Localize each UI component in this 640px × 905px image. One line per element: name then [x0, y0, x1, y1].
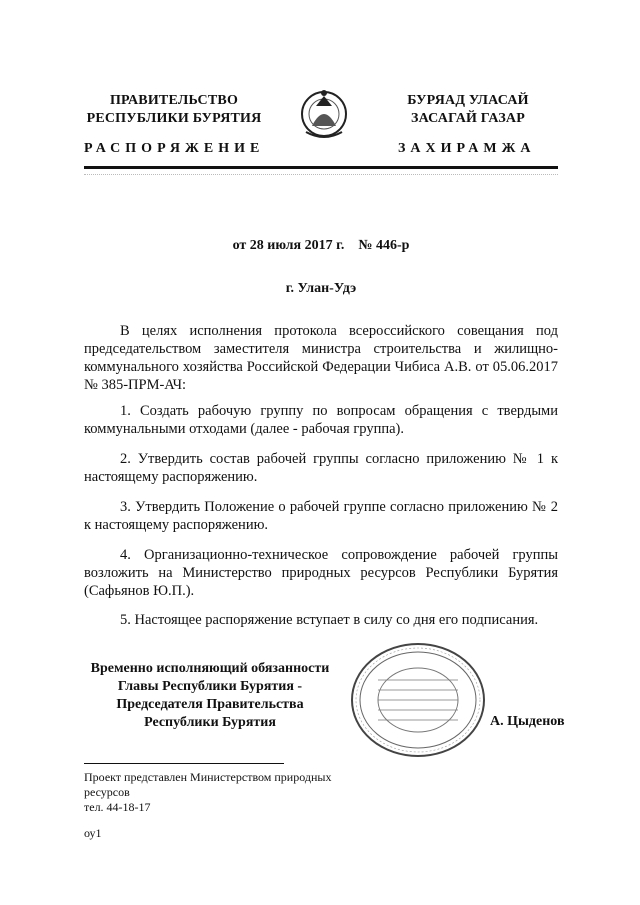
header-dotted-divider — [84, 174, 558, 179]
body-item-3 — [84, 498, 558, 534]
footer-code: оу1 — [84, 826, 102, 840]
gov-name-bua-line1: БУРЯАД УЛАСАЙ — [407, 93, 529, 108]
doc-type-ru: РАСПОРЯЖЕНИЕ — [84, 141, 265, 156]
item-5-paragraph: 5. Настоящее распоряжение вступает в силу со дня его подписания. — [120, 612, 539, 628]
footer-project-line2: ресурсов — [84, 785, 130, 799]
header-divider — [84, 166, 558, 169]
body-item-2 — [84, 450, 558, 486]
signatory-title-line4: Республики Бурятия — [144, 715, 276, 730]
body-item-1 — [84, 402, 558, 438]
body-intro — [84, 322, 558, 394]
item-3-paragraph: 3. Утвердить Положение о рабочей группе согласно приложению № 2 к настоящему распоряжению. — [84, 499, 558, 533]
item-4-paragraph: 4. Организационно-техническое сопровождение рабочей группы возложить на Министерство природных ресурсов Республики Бурятия (Сафьянов Ю.П.). — [84, 547, 558, 599]
footer-divider — [84, 763, 284, 764]
body-item-4 — [84, 546, 558, 600]
gov-name-bua — [378, 92, 558, 128]
footer-project — [84, 770, 331, 815]
signatory-title-line2: Главы Республики Бурятия - — [117, 679, 303, 694]
doc-type-bua: ЗАХИРАМЖА — [398, 141, 536, 156]
body-item-5 — [84, 611, 558, 629]
footer-phone: тел. 44-18-17 — [84, 800, 151, 814]
date-number: от 28 июля 2017 г. № 446-р — [232, 238, 410, 253]
gov-name-ru — [84, 92, 264, 128]
official-stamp — [348, 640, 488, 760]
item-1-paragraph: 1. Создать рабочую группу по вопросам обращения с твердыми коммунальными отходами (далее - рабочая группа). — [84, 403, 558, 437]
signatory-title — [70, 660, 350, 732]
city: г. Улан-Удэ — [285, 281, 357, 296]
intro-paragraph: В целях исполнения протокола всероссийского совещания под председательством заместителя министра строительства и жилищно-коммунального хозяйства Российской Федерации Чибиса А.В. от 05.06.2017 № 385-ПРМ-АЧ: — [84, 323, 558, 393]
signatory-title-line1: Временно исполняющий обязанности — [90, 661, 330, 676]
signatory-name: А. Цыденов — [490, 714, 565, 729]
gov-name-ru-line2: РЕСПУБЛИКИ БУРЯТИЯ — [86, 111, 262, 126]
coat-of-arms-icon — [298, 84, 350, 144]
gov-name-bua-line2: ЗАСАГАЙ ГАЗАР — [410, 111, 525, 126]
footer-project-line1: Проект представлен Министерством природных — [84, 770, 332, 784]
gov-name-ru-line1: ПРАВИТЕЛЬСТВО — [109, 93, 239, 108]
item-2-paragraph: 2. Утвердить состав рабочей группы согласно приложению № 1 к настоящему распоряжению. — [84, 451, 558, 485]
signatory-title-line3: Председателя Правительства — [116, 697, 304, 712]
